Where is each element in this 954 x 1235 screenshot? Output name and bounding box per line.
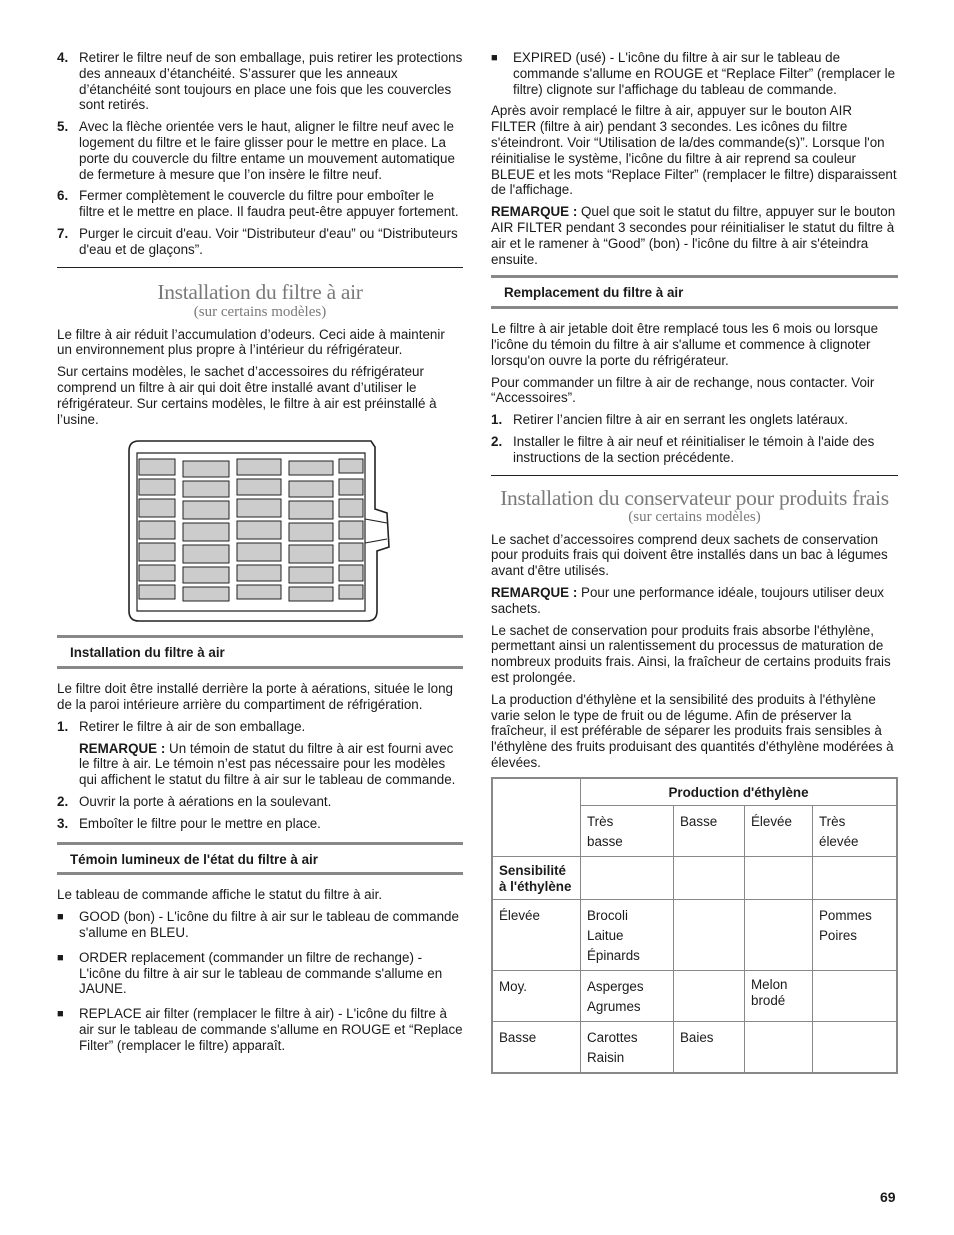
table-cell: Brocoli Laitue Épinards [581,899,674,970]
reset-remark: REMARQUE : Quel que soit le statut du filtre, appuyer sur le bouton AIR FILTER pendant 3 secondes pour réinitialiser le statut du filtre à air et le ramener à “Good” (bon) - l'icône du filtre à air s'éteindra ensuite. [491,204,896,267]
section-divider [57,267,463,268]
section-subtitle: (sur certains modèles) [628,508,761,525]
left-column [57,50,463,1062]
intro-paragraph-1: Le filtre à air réduit l’accumulation d’odeurs. Ceci aide à maintenir un environnement plus propre à l’intérieur du réfrigérateur. [57,326,445,358]
replacement-paragraph-1: Le filtre à air jetable doit être remplacé tous les 6 mois ou lorsque l'icône du témoin du filtre à air s'allume et commence à clignoter lorsqu'on ouvre la porte du réfrigérateur. [491,321,879,368]
crisper-paragraph-4: La production d'éthylène et la sensibilité des produits à l'éthylène varie selon le type de fruit ou de légume. Afin de préserver la fraîcheur, il est préférable de séparer les produits frais sensibles à l'éthylène des fruits produisant des quantités d'éthylène modérées à élevées. [491,691,894,770]
air-filter-illustration [125,439,463,625]
table-cell [813,856,898,899]
install-step-1: 1. Retirer le filtre à air de son emballage. [57,718,306,734]
table-cell [745,899,813,970]
square-bullet-icon: ■ [57,1008,64,1021]
table-cell [745,1021,813,1073]
table-cell [674,970,745,1021]
ethylene-table [491,777,898,1074]
bullet-expired: ■ EXPIRED (usé) - L'icône du filtre à air sur le tableau de commande s'allume en ROUGE et “Replace Filter” (remplacer le filtre) clignote sur l'affichage du tableau de commande. [491,50,896,97]
table-cell [581,856,674,899]
crisper-paragraph-1: Le sachet d’accessoires comprend deux sachets de conservation pour produits frais qui doivent être installés dans un bac à légumes avant d'être utilisés. [491,531,888,579]
table-cell [745,856,813,899]
replace-step-1: 1. Retirer l’ancien filtre à air en serrant les onglets latéraux. [491,412,848,428]
col-header: Élevée [745,805,813,856]
replace-step-2: 2. Installer le filtre à air neuf et réinitialiser le témoin à l'aide des instructions de la section précédente. [491,433,875,465]
crisper-remark: REMARQUE : Pour une performance idéale, toujours utiliser deux sachets. [491,584,884,616]
after-replace-paragraph: Après avoir remplacé le filtre à air, appuyer sur le bouton AIR FILTER (filtre à air) pendant 3 secondes. Les icônes du filtre s'éteindront. Voir “Utilisation de la/des commande(s)”. Lorsque l'on réinitialise le système, l'icône du filtre à air reprend sa couleur BLEUE et les mots “Replace Filter” (remplacer le filtre) disparaissent de l'affichage. [491,103,897,198]
status-paragraph: Le tableau de commande affiche le statut du filtre à air. [57,887,383,903]
section-subtitle: (sur certains modèles) [193,303,327,320]
col-header: Très élevée [813,805,898,856]
table-cell: Baies [674,1021,745,1073]
subsection-heading-installation: Installation du filtre à air [57,635,463,669]
col-header: Très basse [581,805,674,856]
square-bullet-icon: ■ [491,52,498,64]
table-blank [492,805,581,856]
page-number: 69 [880,1189,896,1205]
row-header: Sensibilité à l'éthylène [492,856,581,899]
step-4: 4. Retirer le filtre neuf de son emballage, puis retirer les protections des anneaux d’étanchéité. S’assurer que les anneaux d’étanchéité sont toujours en place une fois que les couvercles sont retirés. [57,50,463,113]
step-5: 5. Avec la flèche orientée vers le haut, aligner le filtre neuf avec le logement du filtre et le faire glisser pour le mettre en place. La porte du couvercle du filtre entame un mouvement automatique de fermeture à mesure que l’on insère le filtre neuf. [57,119,455,182]
table-cell [813,970,898,1021]
bullet-order: ■ ORDER replacement (commander un filtre de rechange) - L'icône du filtre à air sur le tableau de commande s'allume en JAUNE. [57,949,443,997]
square-bullet-icon: ■ [57,911,64,924]
bullet-replace: ■ REPLACE air filter (remplacer le filtre à air) - L'icône du filtre à air sur le tableau de commande s'allume en ROUGE et “Replace Filter” (remplacer le filtre) apparaît. [57,1006,463,1053]
section-divider [491,475,898,476]
subsection-heading-replacement: Remplacement du filtre à air [491,275,898,309]
subsection-heading-status-light: Témoin lumineux de l'état du filtre à air [57,842,463,876]
table-row: Élevée Brocoli Laitue Épinards Pommes Poires [492,899,897,970]
intro-paragraph-2: Sur certains modèles, le sachet d’accessoires du réfrigérateur comprend un filtre à air qui doit être installé avant d’utiliser le réfrigérateur. Sur certains modèles, le filtre à air est préinstallé à l’usine. [57,364,437,427]
step-6: 6. Fermer complètement le couvercle du filtre pour emboîter le filtre et le mettre en place. Il faudra peut-être appuyer fortement. [57,188,459,220]
table-corner [492,778,581,806]
air-filter-icon [125,439,393,623]
install-step-3: 3. Emboîter le filtre pour le mettre en place. [57,815,321,831]
step-7: 7. Purger le circuit d'eau. Voir “Distributeur d'eau” ou “Distributeurs d'eau et de glaçons”. [57,225,458,257]
bullet-good: ■ GOOD (bon) - L'icône du filtre à air sur le tableau de commande s'allume en BLEU. [57,909,459,940]
install-step-2: 2. Ouvrir la porte à aérations en la soulevant. [57,793,332,809]
square-bullet-icon: ■ [57,951,64,964]
table-cell: Melon brodé [745,970,813,1021]
replacement-paragraph-2: Pour commander un filtre à air de rechange, nous contacter. Voir “Accessoires”. [491,374,875,406]
right-column [491,50,898,1074]
table-cell: Pommes Poires [813,899,898,970]
table-cell [813,1021,898,1073]
table-cell [674,899,745,970]
section-title-crisper: Installation du conservateur pour produits frais [500,485,889,510]
table-cell: Asperges Agrumes [581,970,674,1021]
col-header: Basse [674,805,745,856]
table-cell [674,856,745,899]
table-header: Production d'éthylène [581,778,898,806]
section-title-air-filter: Installation du filtre à air [157,279,363,304]
install-remark: REMARQUE : Un témoin de statut du filtre à air est fourni avec le filtre à air. Le témoin n’est pas nécessaire pour les modèles qui affichent le statut du filtre à air sur le tableau de commande. [79,740,456,788]
table-cell: Carottes Raisin [581,1021,674,1073]
crisper-paragraph-3: Le sachet de conservation pour produits frais absorbe l'éthylène, permettant ainsi un ralentissement du processus de maturation de nombreux produits frais. Ainsi, la fraîcheur de certains produits frais est prolongée. [491,622,891,685]
table-row: Basse Carottes Raisin Baies [492,1021,897,1073]
installation-paragraph: Le filtre doit être installé derrière la porte à aérations, située le long de la paroi intérieure arrière du compartiment de réfrigération. [57,681,453,712]
table-row: Moy. Asperges Agrumes Melon brodé [492,970,897,1021]
